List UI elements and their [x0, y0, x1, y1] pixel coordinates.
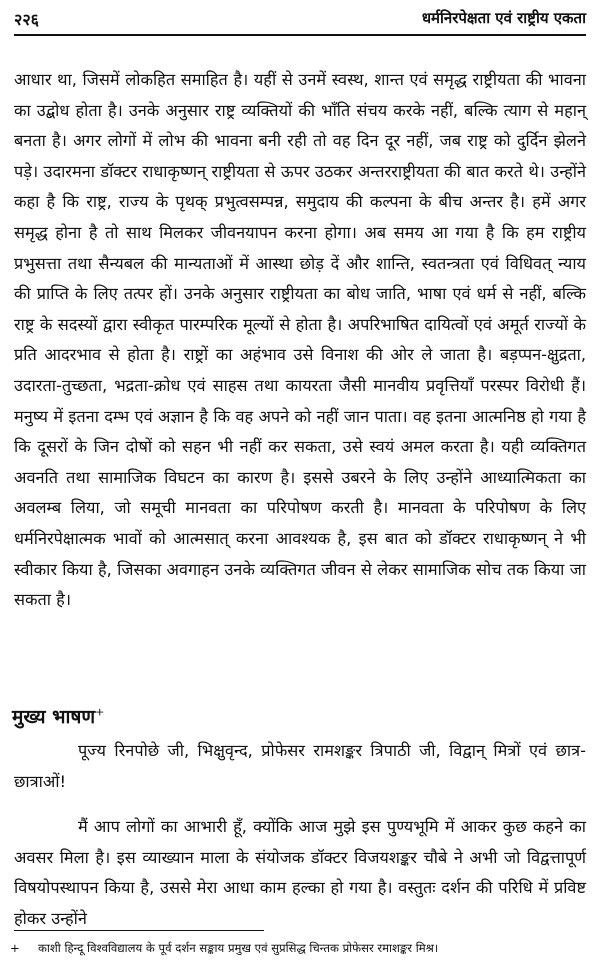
section-heading-text: मुख्य भाषण [12, 706, 96, 728]
section-heading [12, 703, 104, 729]
body-text [14, 65, 586, 616]
speech-paragraph: मैं आप लोगों का आभारी हूँ, क्योंकि आज मुझे इस पुण्यभूमि में आकर कुछ कहने का अवसर मिला है। इस व्याख्यान माला के संयोजक डॉक्टर विजयशङ्कर चौबे ने अभी जो विद्वत्तापूर्ण विषयोपस्थापन किया है, उससे मेरा आधा काम हल्का हो गया है। वस्तुतः दर्शन की परिधि में प्रविष्ट होकर उन्होंने [14, 817, 586, 928]
footnote-rule [14, 930, 264, 931]
footnote [10, 940, 590, 956]
running-title: धर्मनिरपेक्षता एवं राष्ट्रीय एकता [421, 9, 586, 27]
salutation-paragraph: पूज्य रिनपोछे जी, भिक्षुवृन्द, प्रोफेसर रामशङ्कर त्रिपाठी जी, विद्वान् मित्रों एवं छात्र-छात्राओं! [14, 741, 586, 791]
page-header [14, 6, 586, 32]
page-number: २२६ [14, 10, 39, 29]
body-paragraph: आधार था, जिसमें लोकहित समाहित है। यहीं से उनमें स्वस्थ, शान्त एवं समृद्ध राष्ट्रीयता की भावना का उद्बोध होता है। उनके अनुसार राष्ट्र व्यक्तियों की भाँति संचय करके नहीं, बल्कि त्याग से महान् बनता है। अगर लोगों में लोभ की भावना बनी रही तो वह दिन दूर नहीं, जब राष्ट्र को दुर्दिन झेलने पड़े। उदारमना डॉक्टर राधाकृष्णन् राष्ट्रीयता से ऊपर उठकर अन्तरराष्ट्रीयता की बात करते थे। उन्होंने कहा है कि राष्ट्र, राज्य के पृथक् प्रभुत्वसम्पन्न, समुदाय की कल्पना के बीच अन्तर है। हमें अगर समृद्ध होना है तो साथ मिलकर जीवनयापन करना होगा। अब समय आ गया है कि हम राष्ट्रीय प्रभुसत्ता तथा सैन्यबल की मान्यताओं में आस्था छोड़ दें और शान्ति, स्वतन्त्रता एवं विधिवत् न्याय की प्राप्ति के लिए तत्पर हों। उनके अनुसार राष्ट्रीयता का बोध जाति, भाषा एवं धर्म से नहीं, बल्कि राष्ट्र के सदस्यों द्वारा स्वीकृत पारम्परिक मूल्यों से होता है। अपरिभाषित दायित्वों एवं अमूर्त राज्यों के प्रति आदरभाव से होता है। राष्ट्रों का अहंभाव उसे विनाश की ओर ले जाता है। बड़प्पन-क्षुद्रता, उदारता-तुच्छता, भद्रता-क्रोध एवं साहस तथा कायरता जैसी मानवीय प्रवृत्तियाँ परस्पर विरोधी हैं। मनुष्य में इतना दम्भ एवं अज्ञान है कि वह अपने को नहीं जान पाता। वह इतना आत्मनिष्ठ हो गया है कि दूसरों के जिन दोषों को सहन भी नहीं कर सकता, उसे स्वयं अमल करता है। यही व्यक्तिगत अवनति तथा सामाजिक विघटन का कारण है। इससे उबरने के लिए उन्होंने आध्यात्मिकता का अवलम्ब लिया, जो समूची मानवता का परिपोषण करती है। मानवता के परिपोषण के लिए धर्मनिरपेक्षात्मक भावों को आत्मसात् करना आवश्यक है, इस बात को डॉक्टर राधाकृष्णन् ने भी स्वीकार किया है, जिसका अवगाहन उनके व्यक्तिगत जीवन से लेकर सामाजिक सोच तक किया जा सकता है। [14, 70, 586, 610]
footnote-text: काशी हिन्दू विश्वविद्यालय के पूर्व दर्शन सङ्काय प्रमुख एवं सुप्रसिद्ध चिन्तक प्रोफेसर रमाशङ्कर मिश्र। [38, 941, 439, 955]
header-rule [14, 34, 586, 36]
footnote-marker: + [95, 705, 105, 719]
speech-text [14, 736, 586, 935]
footnote-mark: + [10, 941, 20, 955]
